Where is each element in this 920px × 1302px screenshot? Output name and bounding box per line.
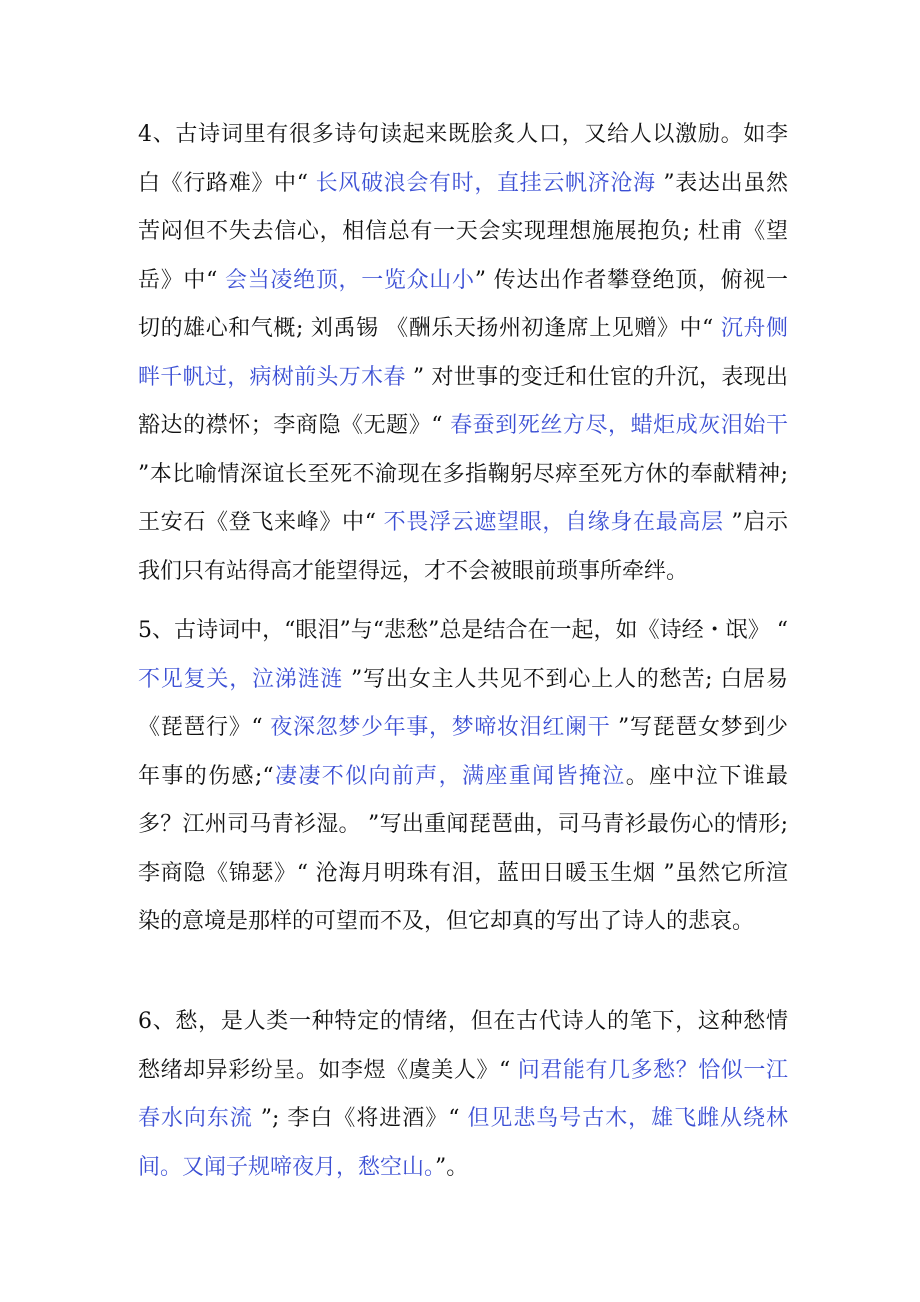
p5-quote-pipaxing-1: 夜深忽梦少年事，梦啼妆泪红阑干 [270,715,611,740]
p4-text-2: ”表达出虽然苦闷但不失去信心，相信总有一天会实现理想施展抱负; 杜甫《望岳》中“ [138,170,788,293]
p5-text-1: 5、古诗词中，“眼泪”与“悲愁”总是结合在一起，如《诗经・氓》 “ [138,618,788,643]
p4-quote-chouletian: 沉舟侧畔千帆过，病树前头万木春 [138,316,788,390]
p5-quote-shijing: 不见复关，泣涕涟涟 [138,666,344,692]
p4-quote-feilaifeng: 不畏浮云遮望眼，自缘身在最高层 [383,510,724,535]
p6-quote-yumeiren: 问君能有几多愁？恰似一江春水向东流 [138,1057,788,1131]
p6-text-2: ”; 李白《将进酒》“ [252,1106,468,1131]
paragraph-5 [138,607,788,947]
p5-text-4: 。座中泣下谁最多？江州司马青衫湿。 ”写出重闻琵琶曲，司马青衫最伤心的情形; 李商隐《锦瑟》“ 沧海月明珠有泪，蓝田日暖玉生烟 ”虽然它所渲染的意境是那样的可望而不及，但它却真的写出了诗人的悲哀。 [138,763,788,934]
p4-text-3: ” 传达出作者攀登绝顶，俯视一切的雄心和气概; 刘禹锡 《酬乐天扬州初逢席上见赠》中“ [138,267,788,341]
p4-quote-xinglunan: 长风破浪会有时，直挂云帆济沧海 [315,170,656,196]
p4-text-6: ”启示我们只有站得高才能望得远，才不会被眼前琐事所牵绊。 [138,510,788,584]
p6-quote-jiangjinjiu: 但见悲鸟号古木，雄飞雌从绕林间。又闻子规啼夜月，愁空山。 [138,1106,788,1180]
p5-quote-pipaxing-2: 凄凄不似向前声，满座重闻皆掩泣 [273,763,626,789]
p6-text-3: ”。 [435,1154,469,1180]
paragraph-4 [138,111,788,596]
p5-text-3: ”写琵琶女梦到少年事的伤感;“ [138,715,788,789]
p6-text-1: 6、愁，是人类一种特定的情绪，但在古代诗人的笔下，这种愁情愁绪却异彩纷呈。如李煜《虞美人》“ [138,1009,788,1083]
p4-text-5: ”本比喻情深谊长至死不渝现在多指鞠躬尽瘁至死方休的奉献精神; 王安石《登飞来峰》中“ [138,461,788,535]
p4-quote-wangyue: 会当凌绝顶，一览众山小 [225,267,475,293]
p4-text-1: 4、古诗词里有很多诗句读起来既脍炙人口，又给人以激励。如李白《行路难》中“ [138,122,788,196]
p4-quote-wuti: 春蚕到死丝方尽，蜡炬成灰泪始干 [450,413,788,438]
paragraph-6 [138,998,788,1192]
p5-text-2: ”写出女主人共见不到心上人的愁苦; 白居易《琵琶行》“ [138,666,788,740]
p4-text-4: ” 对世事的变迁和仕宦的升沉，表现出豁达的襟怀；李商隐《无题》“ [138,364,788,438]
